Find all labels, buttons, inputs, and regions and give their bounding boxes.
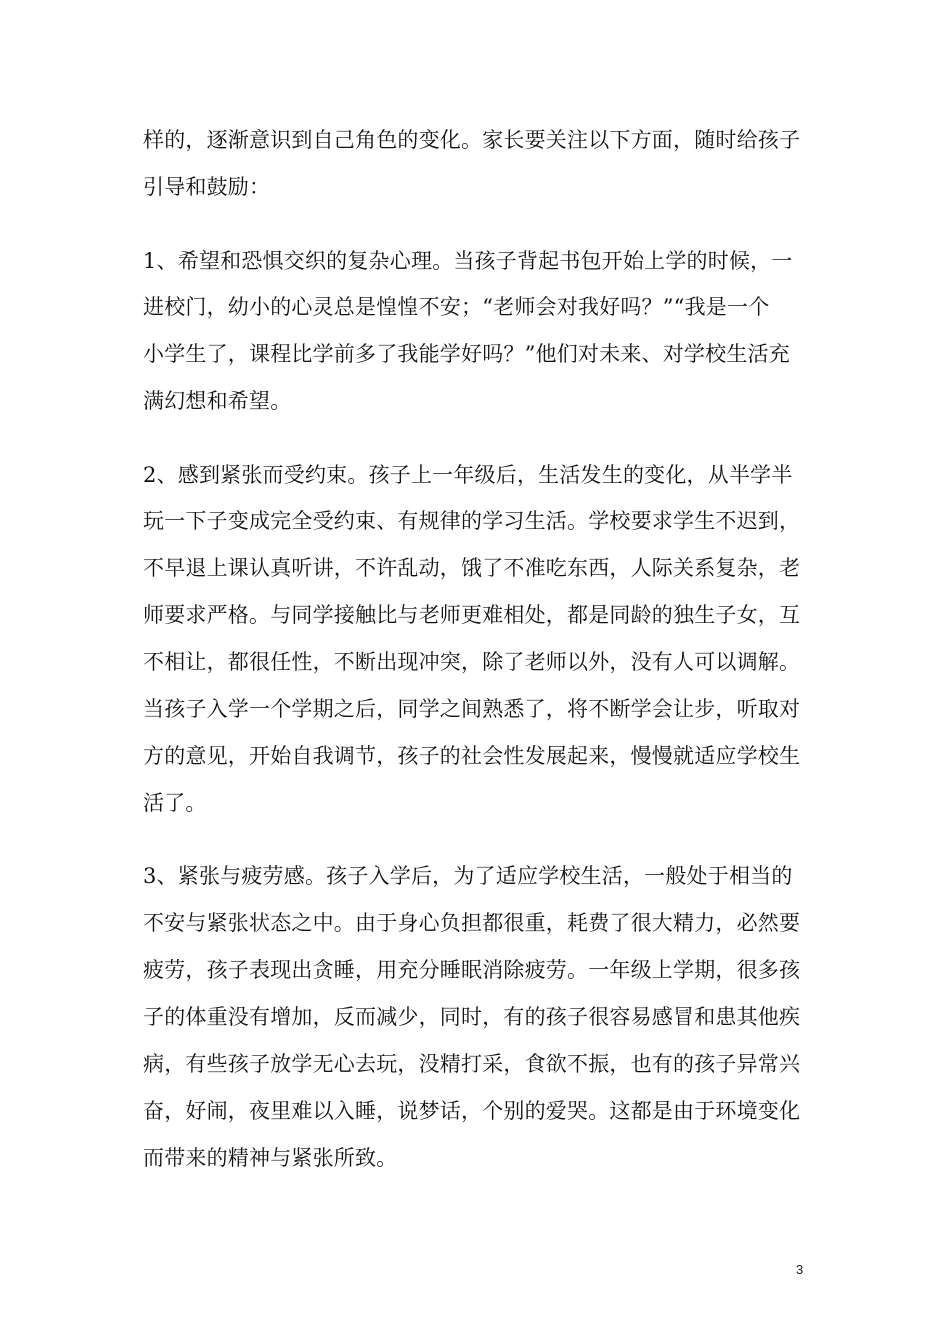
text-line: 引导和鼓励： [143, 175, 271, 199]
page-number: 3 [796, 1262, 804, 1277]
text-line: 疲劳，孩子表现出贪睡，用充分睡眠消除疲劳。一年级上学期，很多孩 [143, 958, 801, 982]
text-line: 不相让，都很任性，不断出现冲突，除了老师以外，没有人可以调解。 [143, 650, 801, 674]
text-line: 子的体重没有增加，反而减少，同时，有的孩子很容易感冒和患其他疾 [143, 1005, 801, 1029]
text-line: 活了。 [143, 791, 207, 815]
text-line: 不早退上课认真听讲，不许乱动，饿了不准吃东西，人际关系复杂，老 [143, 556, 801, 580]
text-line: 3、紧张与疲劳感。孩子入学后，为了适应学校生活，一般处于相当的 [143, 864, 793, 888]
text-line: 样的，逐渐意识到自己角色的变化。家长要关注以下方面，随时给孩子 [143, 128, 801, 152]
text-line: 奋，好闹，夜里难以入睡，说梦话，个别的爱哭。这都是由于环境变化 [143, 1099, 801, 1123]
text-line: 2、感到紧张而受约束。孩子上一年级后，生活发生的变化，从半学半 [143, 463, 793, 487]
text-line: 满幻想和希望。 [143, 389, 292, 413]
text-line: 病，有些孩子放学无心去玩，没精打采，食欲不振，也有的孩子异常兴 [143, 1052, 801, 1076]
text-line: 方的意见，开始自我调节，孩子的社会性发展起来，慢慢就适应学校生 [143, 744, 801, 768]
text-line: 1、希望和恐惧交织的复杂心理。当孩子背起书包开始上学的时候，一 [143, 249, 793, 273]
text-line: 玩一下子变成完全受约束、有规律的学习生活。学校要求学生不迟到， [143, 509, 801, 533]
text-line: 小学生了，课程比学前多了我能学好吗？”他们对未来、对学校生活充 [143, 342, 790, 366]
text-line: 当孩子入学一个学期之后，同学之间熟悉了，将不断学会让步，听取对 [143, 697, 801, 721]
text-line: 师要求严格。与同学接触比与老师更难相处，都是同龄的独生子女，互 [143, 603, 801, 627]
text-line: 而带来的精神与紧张所致。 [143, 1146, 398, 1170]
text-line: 不安与紧张状态之中。由于身心负担都很重，耗费了很大精力，必然要 [143, 911, 801, 935]
text-line: 进校门，幼小的心灵总是惶惶不安；“老师会对我好吗？”“我是一个 [143, 295, 770, 319]
